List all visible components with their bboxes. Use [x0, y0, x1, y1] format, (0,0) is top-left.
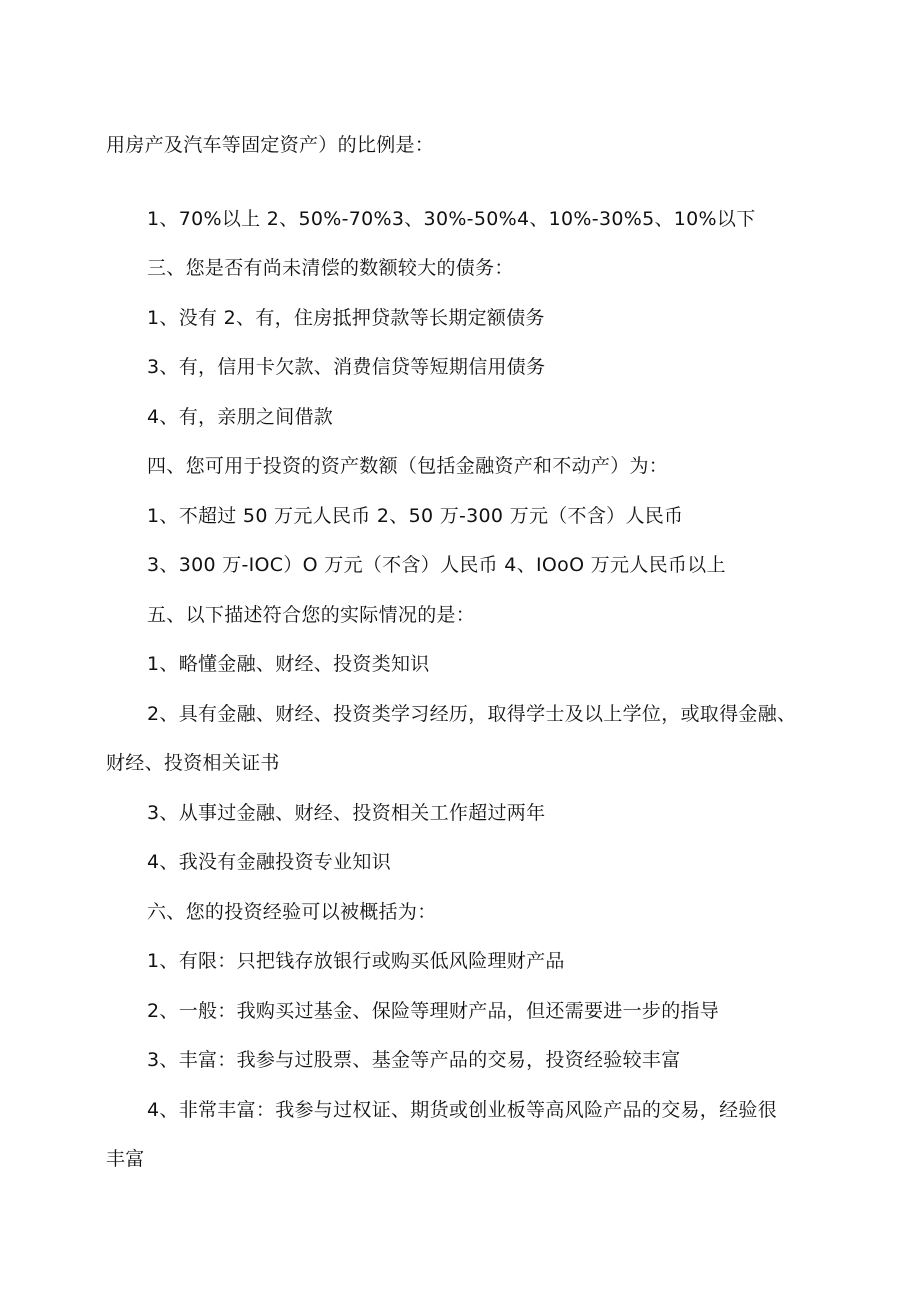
- question-3-heading: 三、您是否有尚未清偿的数额较大的债务：: [147, 257, 514, 279]
- question-5-option-1: 1、略懂金融、财经、投资类知识: [147, 653, 430, 675]
- question-3-option-3: 3、有，信用卡欠款、消费信贷等短期信用债务: [147, 356, 546, 378]
- question-4-heading: 四、您可用于投资的资产数额（包括金融资产和不动产）为：: [147, 455, 669, 477]
- question-6-option-2: 2、一般：我购买过基金、保险等理财产品，但还需要进一步的指导: [147, 1000, 720, 1022]
- question-5-option-4: 4、我没有金融投资专业知识: [147, 851, 391, 873]
- question-6-option-4-continuation: 丰富: [106, 1148, 145, 1170]
- question-6-option-3: 3、丰富：我参与过股票、基金等产品的交易，投资经验较丰富: [147, 1049, 681, 1071]
- question-5-option-2: 2、具有金融、财经、投资类学习经历，取得学士及以上学位，或取得金融、: [147, 703, 797, 725]
- question-6-option-4: 4、非常丰富：我参与过权证、期货或创业板等高风险产品的交易，经验很: [147, 1099, 777, 1121]
- question-4-option-1-2: 1、不超过 50 万元人民币 2、50 万-300 万元（不含）人民币: [147, 505, 684, 527]
- question-2-continuation: 用房产及汽车等固定资产）的比例是：: [106, 134, 435, 156]
- question-3-option-1-2: 1、没有 2、有，住房抵押贷款等长期定额债务: [147, 307, 545, 329]
- question-5-option-3: 3、从事过金融、财经、投资相关工作超过两年: [147, 802, 546, 824]
- question-6-option-1: 1、有限：只把钱存放银行或购买低风险理财产品: [147, 950, 565, 972]
- question-4-option-3-4: 3、300 万-IOC）O 万元（不含）人民币 4、IOoO 万元人民币以上: [147, 554, 726, 576]
- question-2-options: 1、70%以上 2、50%-70%3、30%-50%4、10%-30%5、10%以下: [147, 208, 756, 230]
- question-5-heading: 五、以下描述符合您的实际情况的是：: [147, 604, 476, 626]
- question-5-option-2-continuation: 财经、投资相关证书: [106, 752, 280, 774]
- question-3-option-4: 4、有，亲朋之间借款: [147, 406, 334, 428]
- question-6-heading: 六、您的投资经验可以被概括为：: [147, 901, 437, 923]
